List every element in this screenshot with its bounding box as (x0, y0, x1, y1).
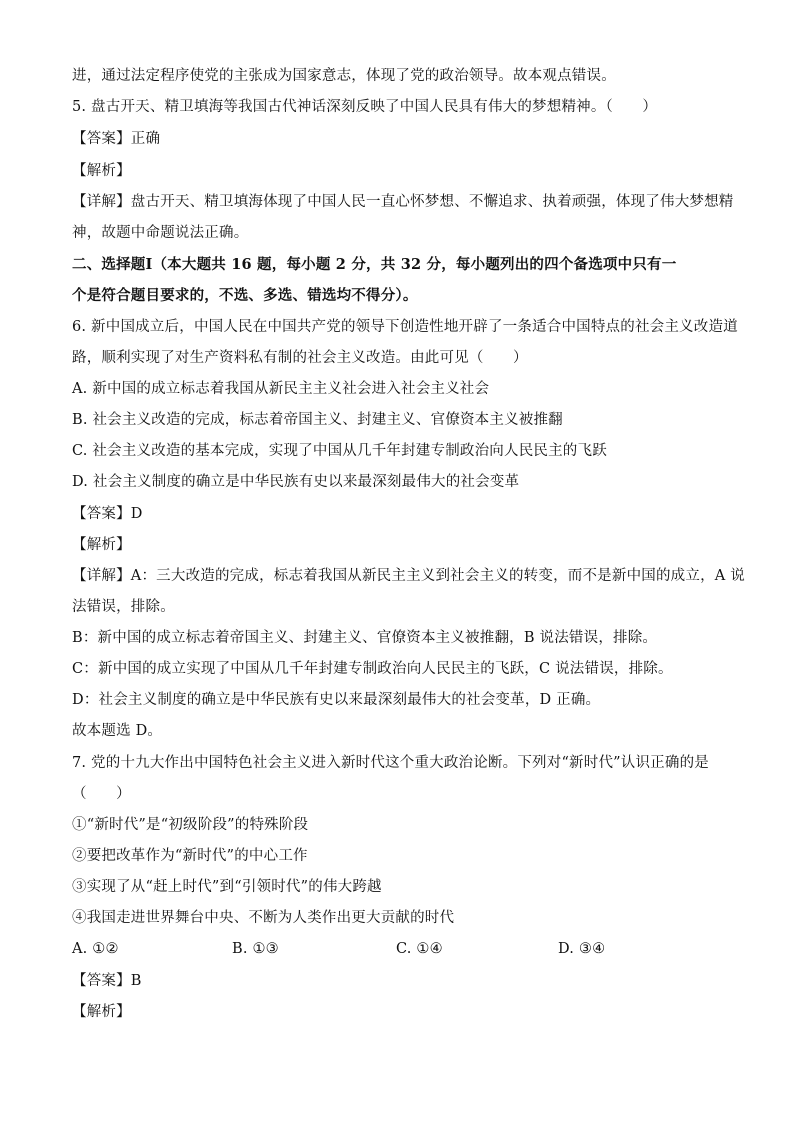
q6-option-b: B. 社会主义改造的完成，标志着帝国主义、封建主义、官僚资本主义被推翻 (72, 412, 563, 428)
q5-analysis-label: 【解析】 (72, 163, 131, 179)
q6-detail-line-5: D：社会主义制度的确立是中华民族有史以来最深刻最伟大的社会变革，D 正确。 (72, 692, 601, 708)
q6-option-a: A. 新中国的成立标志着我国从新民主主义社会进入社会主义社会 (72, 381, 490, 397)
q6-stem-line-2: 路，顺利实现了对生产资料私有制的社会主义改造。由此可见（ ） (72, 350, 528, 366)
q6-option-d: D. 社会主义制度的确立是中华民族有史以来最深刻最伟大的社会变革 (72, 474, 520, 490)
q6-analysis-label: 【解析】 (72, 537, 131, 553)
q7-answer: 【答案】B (72, 973, 142, 989)
section2-title-line-2: 个是符合题目要求的，不选、多选、错选均不得分）。 (72, 287, 418, 304)
q7-item-3: ③实现了从“赶上时代”到“引领时代”的伟大跨越 (72, 879, 382, 895)
q7-item-1: ①“新时代”是“初级阶段”的特殊阶段 (72, 817, 309, 833)
q5-stem: 5. 盘古开天、精卫填海等我国古代神话深刻反映了中国人民具有伟大的梦想精神。（ ） (72, 99, 658, 115)
q7-item-2: ②要把改革作为“新时代”的中心工作 (72, 848, 308, 864)
q7-stem-line-1: 7. 党的十九大作出中国特色社会主义进入新时代这个重大政治论断。下列对“新时代”认识正确的是 (72, 755, 709, 771)
q7-item-4: ④我国走进世界舞台中央、不断为人类作出更大贡献的时代 (72, 910, 455, 926)
q5-answer: 【答案】正确 (72, 131, 161, 147)
q5-detail-line-1: 【详解】盘古开天、精卫填海体现了中国人民一直心怀梦想、不懈追求、执着顽强，体现了伟大梦想精 (72, 194, 734, 210)
q6-detail-line-2: 法错误，排除。 (72, 599, 175, 615)
q5-detail-line-2: 神，故题中命题说法正确。 (72, 225, 249, 241)
q7-option-a: A. ①② (72, 941, 119, 957)
q7-option-d: D. ③④ (558, 941, 606, 957)
q6-stem-line-1: 6. 新中国成立后，中国人民在中国共产党的领导下创造性地开辟了一条适合中国特点的社会主义改造道 (72, 319, 738, 335)
q7-option-b: B. ①③ (232, 941, 279, 957)
q6-detail-line-6: 故本题选 D。 (72, 723, 163, 739)
q7-analysis-label: 【解析】 (72, 1004, 131, 1020)
q7-stem-line-2: （ ） (72, 786, 131, 802)
section2-title-line-1: 二、选择题Ⅰ（本大题共 16 题，每小题 2 分，共 32 分，每小题列出的四个备选项中只有一 (72, 256, 677, 273)
q6-detail-line-4: C：新中国的成立实现了中国从几千年封建专制政治向人民民主的飞跃，C 说法错误，排除。 (72, 661, 673, 677)
q6-detail-line-1: 【详解】A：三大改造的完成，标志着我国从新民主主义到社会主义的转变，而不是新中国的成立，A 说 (72, 568, 745, 584)
q6-detail-line-3: B：新中国的成立标志着帝国主义、封建主义、官僚资本主义被推翻，B 说法错误，排除。 (72, 630, 658, 646)
q6-answer: 【答案】D (72, 506, 143, 522)
q6-option-c: C. 社会主义改造的基本完成，实现了中国从几千年封建专制政治向人民民主的飞跃 (72, 443, 607, 459)
q7-option-c: C. ①④ (396, 941, 443, 957)
q4-tail-text: 进，通过法定程序使党的主张成为国家意志，体现了党的政治领导。故本观点错误。 (72, 68, 616, 84)
